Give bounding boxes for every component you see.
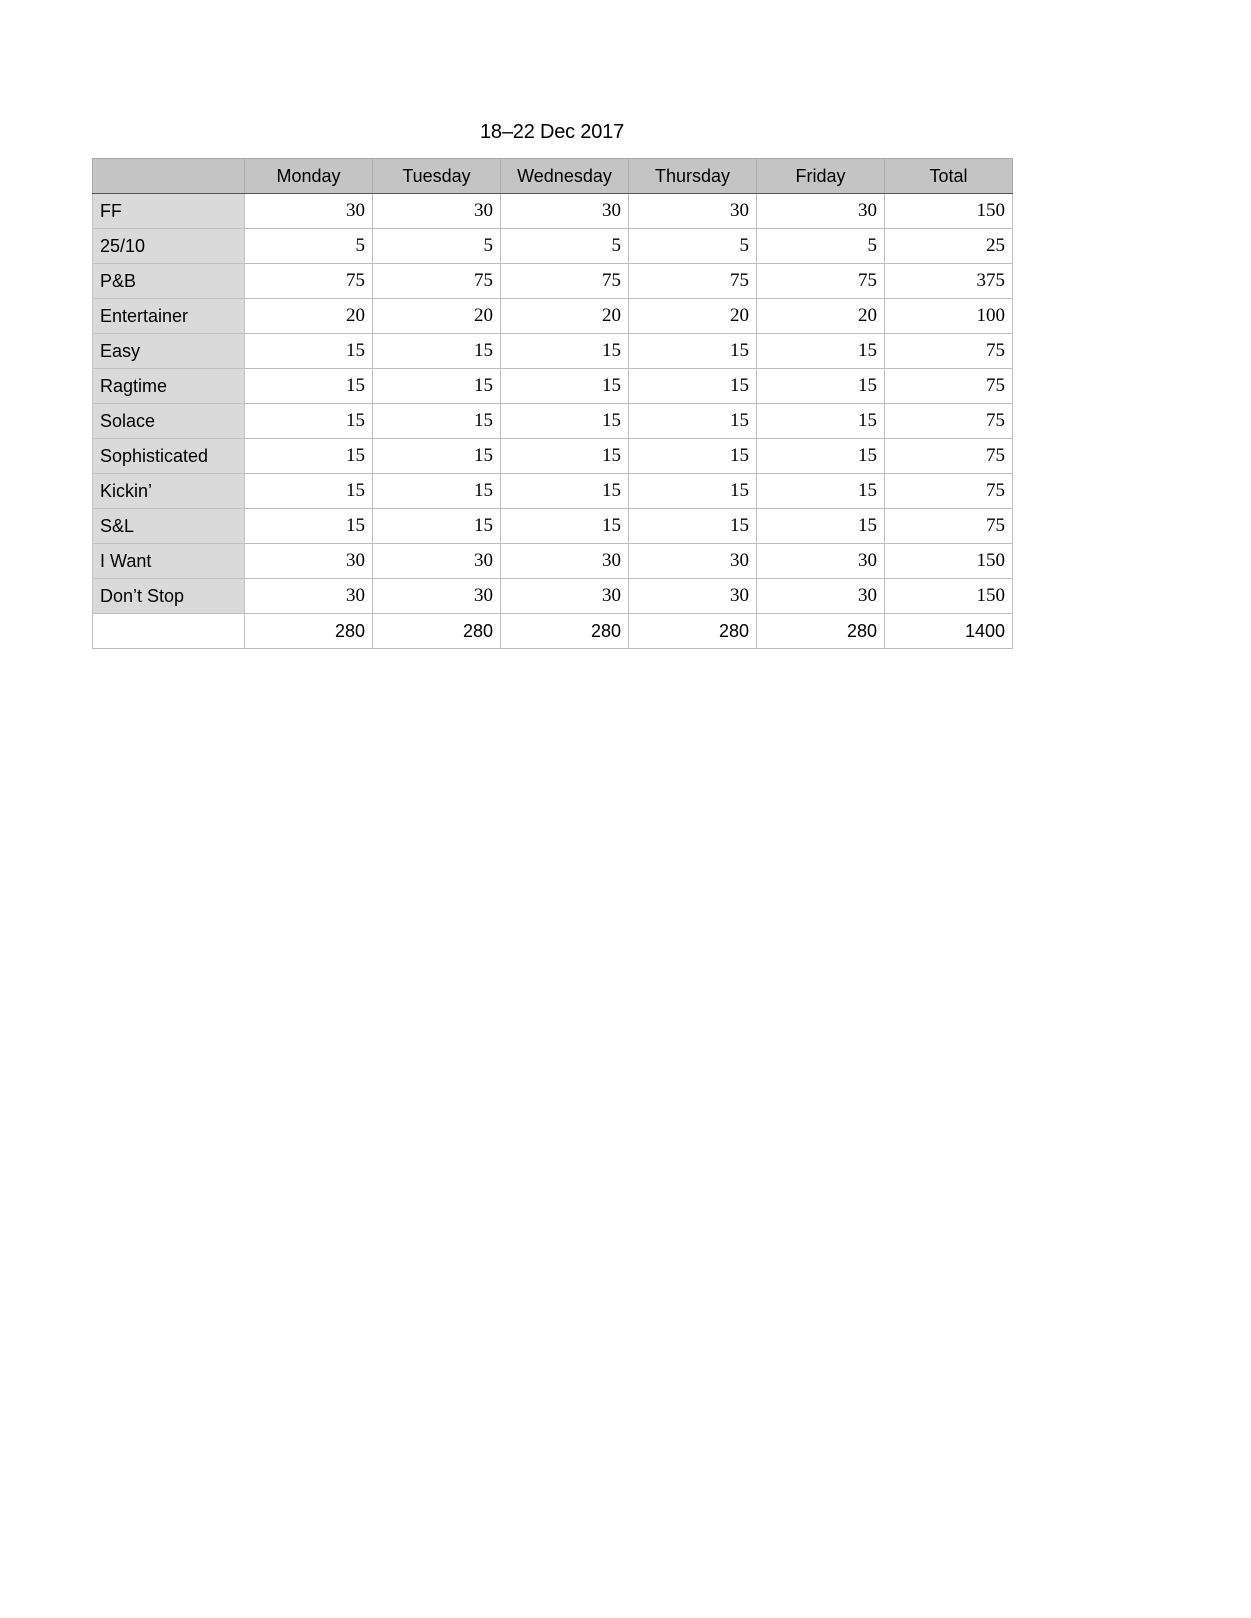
totals-row <box>93 614 1013 649</box>
header-row <box>93 159 1013 194</box>
table-row <box>93 439 1013 474</box>
row-label-cell: S&L <box>93 509 245 544</box>
table-row <box>93 264 1013 299</box>
cell-friday: 15 <box>757 369 885 404</box>
cell-friday: 30 <box>757 579 885 614</box>
cell-wednesday: 15 <box>501 404 629 439</box>
cell-friday: 75 <box>757 264 885 299</box>
cell-wednesday: 30 <box>501 579 629 614</box>
totals-label-cell <box>93 614 245 649</box>
cell-wednesday: 20 <box>501 299 629 334</box>
header-cell-friday: Friday <box>757 159 885 194</box>
row-label-cell: I Want <box>93 544 245 579</box>
cell-friday: 15 <box>757 474 885 509</box>
cell-wednesday: 5 <box>501 229 629 264</box>
cell-friday: 15 <box>757 334 885 369</box>
cell-wednesday: 75 <box>501 264 629 299</box>
header-corner-cell <box>93 159 245 194</box>
cell-total: 150 <box>885 579 1013 614</box>
header-cell-wednesday: Wednesday <box>501 159 629 194</box>
table-row <box>93 474 1013 509</box>
cell-total: 75 <box>885 439 1013 474</box>
cell-thursday: 75 <box>629 264 757 299</box>
page-title: 18–22 Dec 2017 <box>480 121 624 143</box>
row-label-cell: P&B <box>93 264 245 299</box>
header-cell-thursday: Thursday <box>629 159 757 194</box>
cell-monday: 15 <box>245 404 373 439</box>
cell-friday: 5 <box>757 229 885 264</box>
totals-cell-thursday: 280 <box>629 614 757 649</box>
row-label-cell: Entertainer <box>93 299 245 334</box>
cell-thursday: 15 <box>629 439 757 474</box>
cell-total: 75 <box>885 334 1013 369</box>
row-label-cell: FF <box>93 194 245 229</box>
cell-wednesday: 15 <box>501 369 629 404</box>
cell-tuesday: 30 <box>373 194 501 229</box>
cell-total: 75 <box>885 509 1013 544</box>
cell-wednesday: 15 <box>501 439 629 474</box>
cell-monday: 15 <box>245 474 373 509</box>
cell-total: 75 <box>885 369 1013 404</box>
cell-thursday: 15 <box>629 509 757 544</box>
cell-tuesday: 20 <box>373 299 501 334</box>
cell-thursday: 30 <box>629 544 757 579</box>
cell-thursday: 15 <box>629 404 757 439</box>
row-label-cell: Ragtime <box>93 369 245 404</box>
cell-monday: 20 <box>245 299 373 334</box>
schedule-table <box>92 158 1013 649</box>
table-row <box>93 404 1013 439</box>
cell-wednesday: 30 <box>501 194 629 229</box>
cell-total: 375 <box>885 264 1013 299</box>
cell-tuesday: 30 <box>373 544 501 579</box>
cell-tuesday: 75 <box>373 264 501 299</box>
cell-friday: 30 <box>757 194 885 229</box>
cell-thursday: 30 <box>629 579 757 614</box>
totals-cell-wednesday: 280 <box>501 614 629 649</box>
table-row <box>93 334 1013 369</box>
row-label-cell: Easy <box>93 334 245 369</box>
row-label-cell: Don’t Stop <box>93 579 245 614</box>
table-row <box>93 194 1013 229</box>
cell-monday: 15 <box>245 369 373 404</box>
totals-cell-tuesday: 280 <box>373 614 501 649</box>
table-row <box>93 299 1013 334</box>
cell-monday: 15 <box>245 334 373 369</box>
cell-thursday: 30 <box>629 194 757 229</box>
cell-thursday: 15 <box>629 334 757 369</box>
row-label-cell: Kickin’ <box>93 474 245 509</box>
cell-tuesday: 15 <box>373 369 501 404</box>
cell-monday: 30 <box>245 194 373 229</box>
cell-wednesday: 30 <box>501 544 629 579</box>
cell-monday: 5 <box>245 229 373 264</box>
cell-monday: 30 <box>245 544 373 579</box>
cell-wednesday: 15 <box>501 474 629 509</box>
cell-thursday: 20 <box>629 299 757 334</box>
row-label-cell: Solace <box>93 404 245 439</box>
header-cell-monday: Monday <box>245 159 373 194</box>
cell-friday: 20 <box>757 299 885 334</box>
cell-monday: 15 <box>245 439 373 474</box>
row-label-cell: Sophisticated <box>93 439 245 474</box>
cell-wednesday: 15 <box>501 509 629 544</box>
cell-tuesday: 15 <box>373 334 501 369</box>
totals-cell-friday: 280 <box>757 614 885 649</box>
header-cell-total: Total <box>885 159 1013 194</box>
cell-thursday: 5 <box>629 229 757 264</box>
cell-total: 150 <box>885 544 1013 579</box>
cell-tuesday: 15 <box>373 474 501 509</box>
table-row <box>93 509 1013 544</box>
cell-friday: 15 <box>757 439 885 474</box>
cell-tuesday: 30 <box>373 579 501 614</box>
cell-total: 75 <box>885 404 1013 439</box>
cell-wednesday: 15 <box>501 334 629 369</box>
table-row <box>93 544 1013 579</box>
table-row <box>93 229 1013 264</box>
totals-cell-grand-total: 1400 <box>885 614 1013 649</box>
cell-monday: 15 <box>245 509 373 544</box>
cell-friday: 15 <box>757 404 885 439</box>
cell-tuesday: 15 <box>373 509 501 544</box>
cell-thursday: 15 <box>629 369 757 404</box>
cell-friday: 15 <box>757 509 885 544</box>
header-cell-tuesday: Tuesday <box>373 159 501 194</box>
row-label-cell: 25/10 <box>93 229 245 264</box>
table-row <box>93 579 1013 614</box>
totals-cell-monday: 280 <box>245 614 373 649</box>
cell-total: 75 <box>885 474 1013 509</box>
cell-total: 100 <box>885 299 1013 334</box>
cell-tuesday: 15 <box>373 404 501 439</box>
cell-monday: 75 <box>245 264 373 299</box>
table-row <box>93 369 1013 404</box>
cell-tuesday: 5 <box>373 229 501 264</box>
cell-monday: 30 <box>245 579 373 614</box>
cell-tuesday: 15 <box>373 439 501 474</box>
cell-thursday: 15 <box>629 474 757 509</box>
cell-total: 25 <box>885 229 1013 264</box>
cell-total: 150 <box>885 194 1013 229</box>
cell-friday: 30 <box>757 544 885 579</box>
